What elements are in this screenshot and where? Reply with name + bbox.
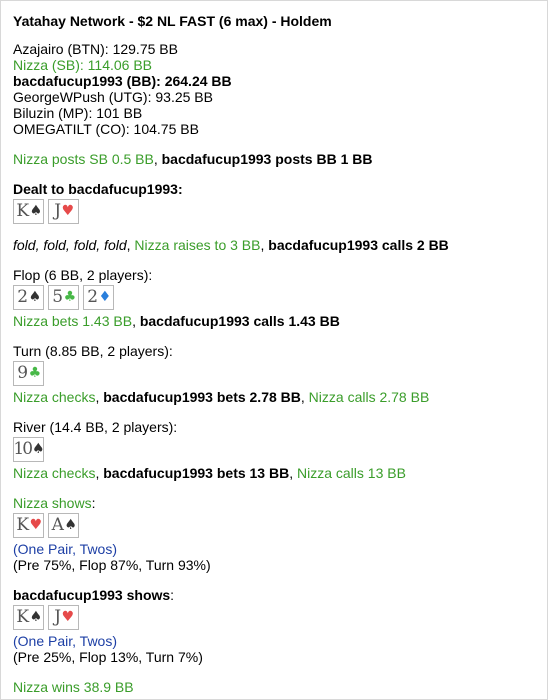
card-rank: J (54, 607, 61, 627)
playing-card (48, 285, 79, 310)
flop-cards (13, 285, 538, 312)
bb-post: bacdafucup1993 posts BB 1 BB (161, 151, 373, 167)
flop-action (13, 313, 538, 329)
hand-history (13, 12, 538, 695)
heart-icon: ♥ (61, 203, 74, 219)
river-bet: bacdafucup1993 bets 13 BB (103, 465, 290, 481)
card-rank: K (16, 201, 29, 221)
turn-call: Nizza calls 2.78 BB (308, 389, 430, 405)
card-rank: A (51, 515, 64, 535)
turn-check: Nizza checks (13, 389, 96, 405)
river-header: River (14.4 BB, 2 players): (13, 419, 178, 435)
card-rank: K (16, 607, 29, 627)
showdown-label (13, 495, 538, 511)
sb-post: Nizza posts SB 0.5 BB (13, 151, 154, 167)
player-seat: GeorgeWPush (UTG): 93.25 BB (13, 89, 213, 105)
hand-rank: (One Pair, Twos) (13, 541, 118, 557)
hole-cards (13, 199, 538, 226)
showdown-player: bacdafucup1993 shows (13, 587, 171, 603)
showdown-cards (13, 513, 538, 540)
player-seat-hero-opponent: Nizza (SB): 114.06 BB (13, 57, 153, 73)
heart-icon: ♥ (29, 517, 42, 533)
result-line: Nizza wins 38.9 BB (13, 679, 134, 695)
equity: (Pre 25%, Flop 13%, Turn 7%) (13, 649, 203, 665)
separator: , (95, 465, 104, 481)
blinds-line (13, 151, 538, 167)
preflop-raise: Nizza raises to 3 BB (134, 237, 261, 253)
playing-card (13, 513, 44, 538)
playing-card (13, 199, 44, 224)
river-cards (13, 437, 538, 464)
equity: (Pre 75%, Flop 87%, Turn 93%) (13, 557, 211, 573)
separator: , (95, 389, 104, 405)
player-seat-hero: bacdafucup1993 (BB): 264.24 BB (13, 73, 232, 89)
playing-card (13, 285, 44, 310)
separator: , (126, 237, 135, 253)
spade-icon: ♠ (29, 609, 42, 625)
spade-icon: ♠ (29, 203, 42, 219)
club-icon: ♣ (63, 289, 76, 305)
spade-icon: ♠ (32, 441, 45, 457)
colon: : (170, 587, 175, 603)
separator: , (300, 389, 309, 405)
player-seat: Azajairo (BTN): 129.75 BB (13, 41, 178, 57)
showdown-cards (13, 605, 538, 632)
playing-card (13, 361, 44, 386)
turn-cards (13, 361, 538, 388)
playing-card (13, 437, 44, 462)
diamond-icon: ♦ (98, 289, 111, 305)
card-rank: 2 (87, 287, 98, 307)
card-rank: 5 (52, 287, 63, 307)
separator: , (289, 465, 297, 481)
separator: , (260, 237, 269, 253)
preflop-call: bacdafucup1993 calls 2 BB (268, 237, 449, 253)
turn-bet: bacdafucup1993 bets 2.78 BB (103, 389, 301, 405)
playing-card (13, 605, 44, 630)
showdown-player: Nizza shows (13, 495, 92, 511)
dealt-label: Dealt to bacdafucup1993: (13, 181, 183, 197)
playing-card (48, 513, 79, 538)
card-rank: 2 (17, 287, 28, 307)
card-rank: K (16, 515, 29, 535)
card-rank: J (54, 201, 61, 221)
club-icon: ♣ (28, 365, 41, 381)
separator: , (132, 313, 140, 329)
card-rank: 10 (13, 439, 32, 459)
player-list (13, 41, 538, 137)
colon: : (91, 495, 96, 511)
turn-header: Turn (8.85 BB, 2 players): (13, 343, 173, 359)
turn-action (13, 389, 538, 405)
flop-header: Flop (6 BB, 2 players): (13, 267, 153, 283)
flop-bet: Nizza bets 1.43 BB (13, 313, 133, 329)
heart-icon: ♥ (61, 609, 74, 625)
hand-rank: (One Pair, Twos) (13, 633, 118, 649)
playing-card (83, 285, 114, 310)
showdown-label (13, 587, 538, 603)
spade-icon: ♠ (64, 517, 77, 533)
river-check: Nizza checks (13, 465, 96, 481)
playing-card (48, 199, 79, 224)
playing-card (48, 605, 79, 630)
player-seat: OMEGATILT (CO): 104.75 BB (13, 121, 199, 137)
folds: fold, fold, fold, fold (13, 237, 127, 253)
hand-title: Yatahay Network - $2 NL FAST (6 max) - Holdem (13, 13, 332, 29)
separator: , (153, 151, 162, 167)
river-action (13, 465, 538, 481)
river-call: Nizza calls 13 BB (297, 465, 406, 481)
card-rank: 9 (17, 363, 28, 383)
preflop-action (13, 237, 538, 253)
player-seat: Biluzin (MP): 101 BB (13, 105, 143, 121)
spade-icon: ♠ (28, 289, 41, 305)
flop-call: bacdafucup1993 calls 1.43 BB (139, 313, 340, 329)
